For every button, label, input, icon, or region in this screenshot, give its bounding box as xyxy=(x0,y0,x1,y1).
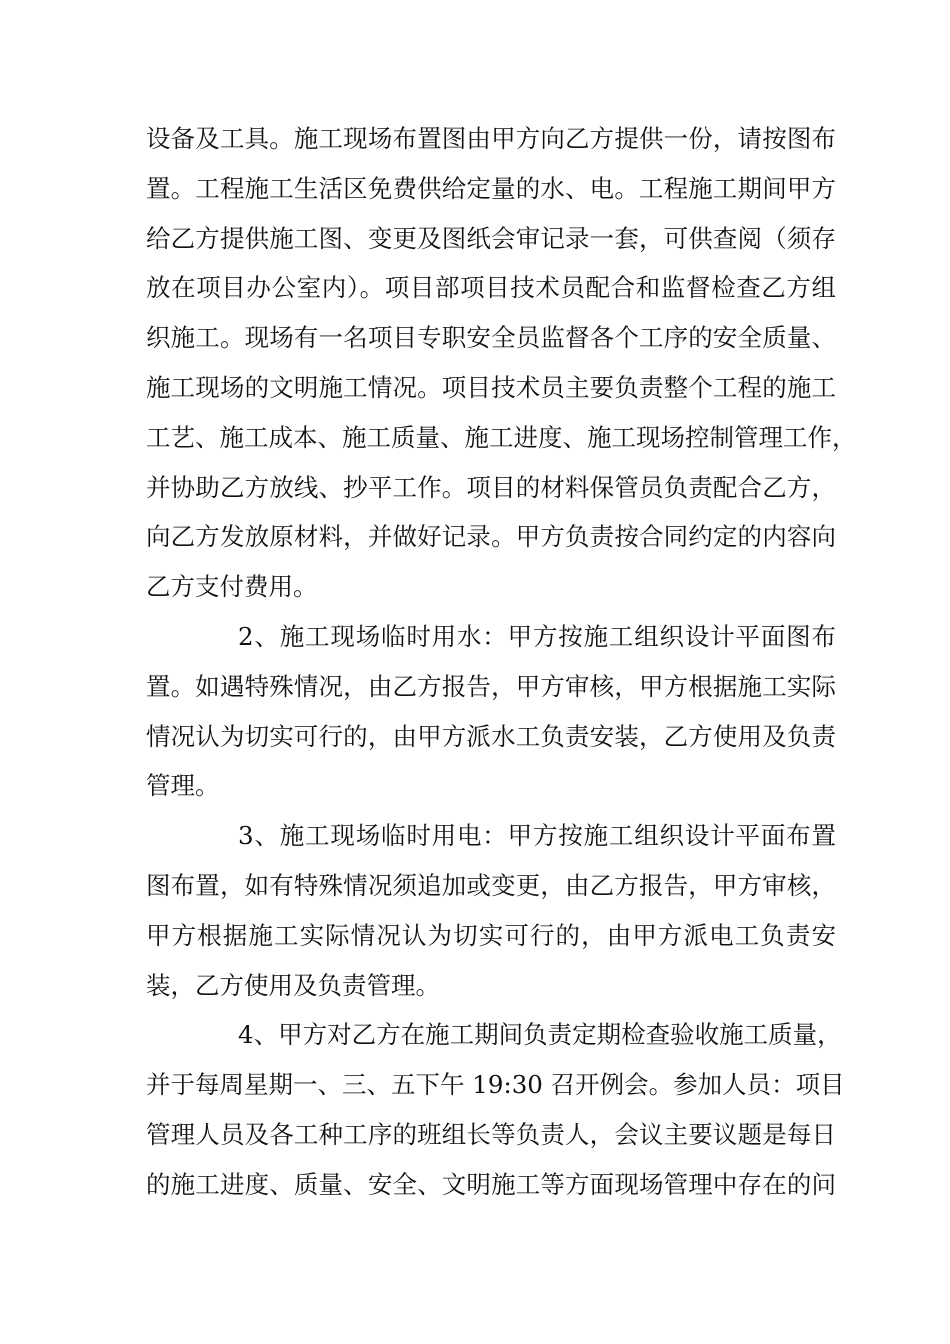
text-line: 给乙方提供施工图、变更及图纸会审记录一套，可供查阅（须存 xyxy=(146,223,836,253)
text-line: 乙方支付费用。 xyxy=(146,572,318,602)
text-line: 设备及工具。施工现场布置图由甲方向乙方提供一份，请按图布 xyxy=(146,124,836,153)
text-line: 施工现场的文明施工情况。项目技术员主要负责整个工程的施工 xyxy=(146,372,836,402)
text-line: 并协助乙方放线、抄平工作。项目的材料保管员负责配合乙方， xyxy=(146,472,836,502)
text-line: 甲方根据施工实际情况认为切实可行的，由甲方派电工负责安 xyxy=(146,920,836,950)
text-line: 工艺、施工成本、施工质量、施工进度、施工现场控制管理工作， xyxy=(146,422,857,452)
text-line: 织施工。现场有一名项目专职安全员监督各个工序的安全质量、 xyxy=(146,323,836,353)
text-line: 的施工进度、质量、安全、文明施工等方面现场管理中存在的问 xyxy=(146,1169,836,1199)
text-line: 置。如遇特殊情况，由乙方报告，甲方审核，甲方根据施工实际 xyxy=(146,671,836,701)
text-line: 并于每周星期一、三、五下午 19:30 召开例会。参加人员：项目 xyxy=(146,1070,845,1100)
text-line: 3、施工现场临时用电：甲方按施工组织设计平面布置 xyxy=(238,821,836,851)
text-line: 4、甲方对乙方在施工期间负责定期检查验收施工质量， xyxy=(238,1020,842,1050)
text-line: 管理。 xyxy=(146,771,220,801)
text-line: 情况认为切实可行的，由甲方派水工负责安装，乙方使用及负责 xyxy=(146,721,836,751)
body-text xyxy=(146,114,857,1210)
text-line: 装，乙方使用及负责管理。 xyxy=(146,970,440,1000)
text-line: 置。工程施工生活区免费供给定量的水、电。工程施工期间甲方 xyxy=(146,173,836,203)
text-line: 管理人员及各工种工序的班组长等负责人，会议主要议题是每日 xyxy=(146,1119,836,1149)
text-line: 图布置，如有特殊情况须追加或变更，由乙方报告，甲方审核， xyxy=(146,870,836,900)
text-line: 向乙方发放原材料，并做好记录。甲方负责按合同约定的内容向 xyxy=(146,522,836,552)
text-line: 2、施工现场临时用水：甲方按施工组织设计平面图布 xyxy=(238,621,836,651)
text-line: 放在项目办公室内）。项目部项目技术员配合和监督检查乙方组 xyxy=(146,273,836,303)
